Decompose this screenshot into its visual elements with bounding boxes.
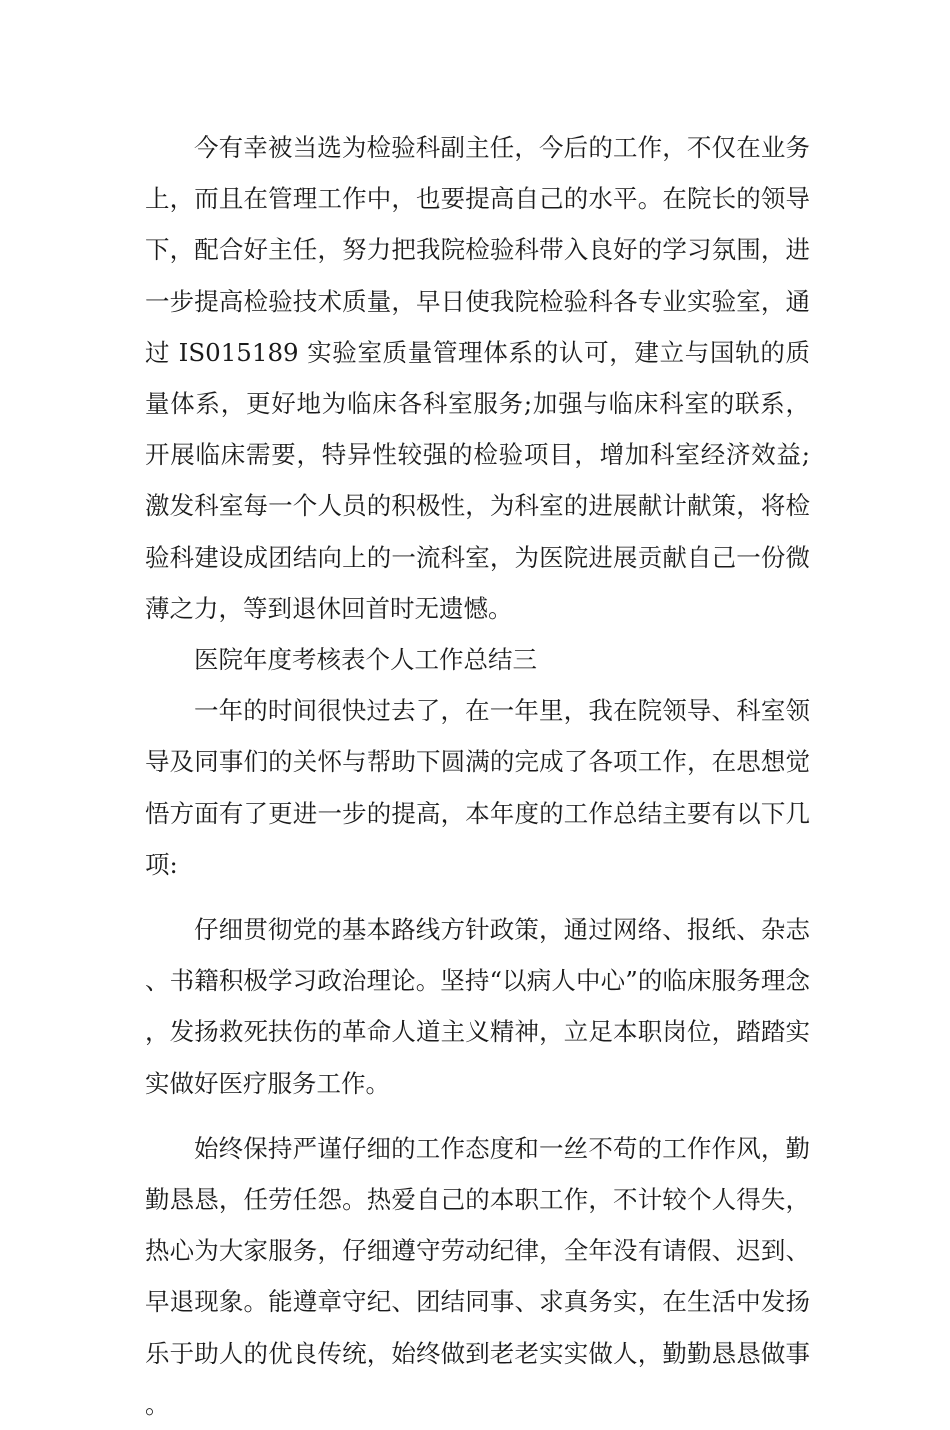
paragraph-1: 今有幸被当选为检验科副主任，今后的工作，不仅在业务上，而且在管理工作中，也要提高自己的水平。在院长的领导下，配合好主任，努力把我院检验科带入良好的学习氛围，进一步提高检验技术质量，早日使我院检验科各专业实验室，通过 IS015189 实验室质量管理体系的认可，建立与国轨的质量体系，更好地为临床各科室服务;加强与临床科室的联系，开展临床需要，特异性较强的检验项目，增加科室经济效益;激发科室每一个人员的积极性，为科室的进展献计献策，将检验科建设成团结向上的一流科室，为医院进展贡献自己一份微薄之力，等到退休回首时无遗憾。: [145, 133, 810, 623]
document-body: [145, 122, 810, 1430]
paragraph-4: 始终保持严谨仔细的工作态度和一丝不苟的工作作风，勤勤恳恳，任劳任怨。热爱自己的本职工作，不计较个人得失，热心为大家服务，仔细遵守劳动纪律，全年没有请假、迟到、早退现象。能遵章守纪、团结同事、求真务实，在生活中发扬乐于助人的优良传统，始终做到老老实实做人，勤勤恳恳做事。: [145, 1133, 810, 1419]
section-heading: 医院年度考核表个人工作总结三: [194, 645, 537, 675]
paragraph-2: 一年的时间很快过去了，在一年里，我在院领导、科室领导及同事们的关怀与帮助下圆满的完成了各项工作，在思想觉悟方面有了更进一步的提高，本年度的工作总结主要有以下几项:: [145, 696, 810, 879]
paragraph-3: 仔细贯彻党的基本路线方针政策，通过网络、报纸、杂志、书籍积极学习政治理论。坚持“以病人中心”的临床服务理念，发扬救死扶伤的革命人道主义精神，立足本职岗位，踏踏实实做好医疗服务工作。: [145, 915, 810, 1098]
